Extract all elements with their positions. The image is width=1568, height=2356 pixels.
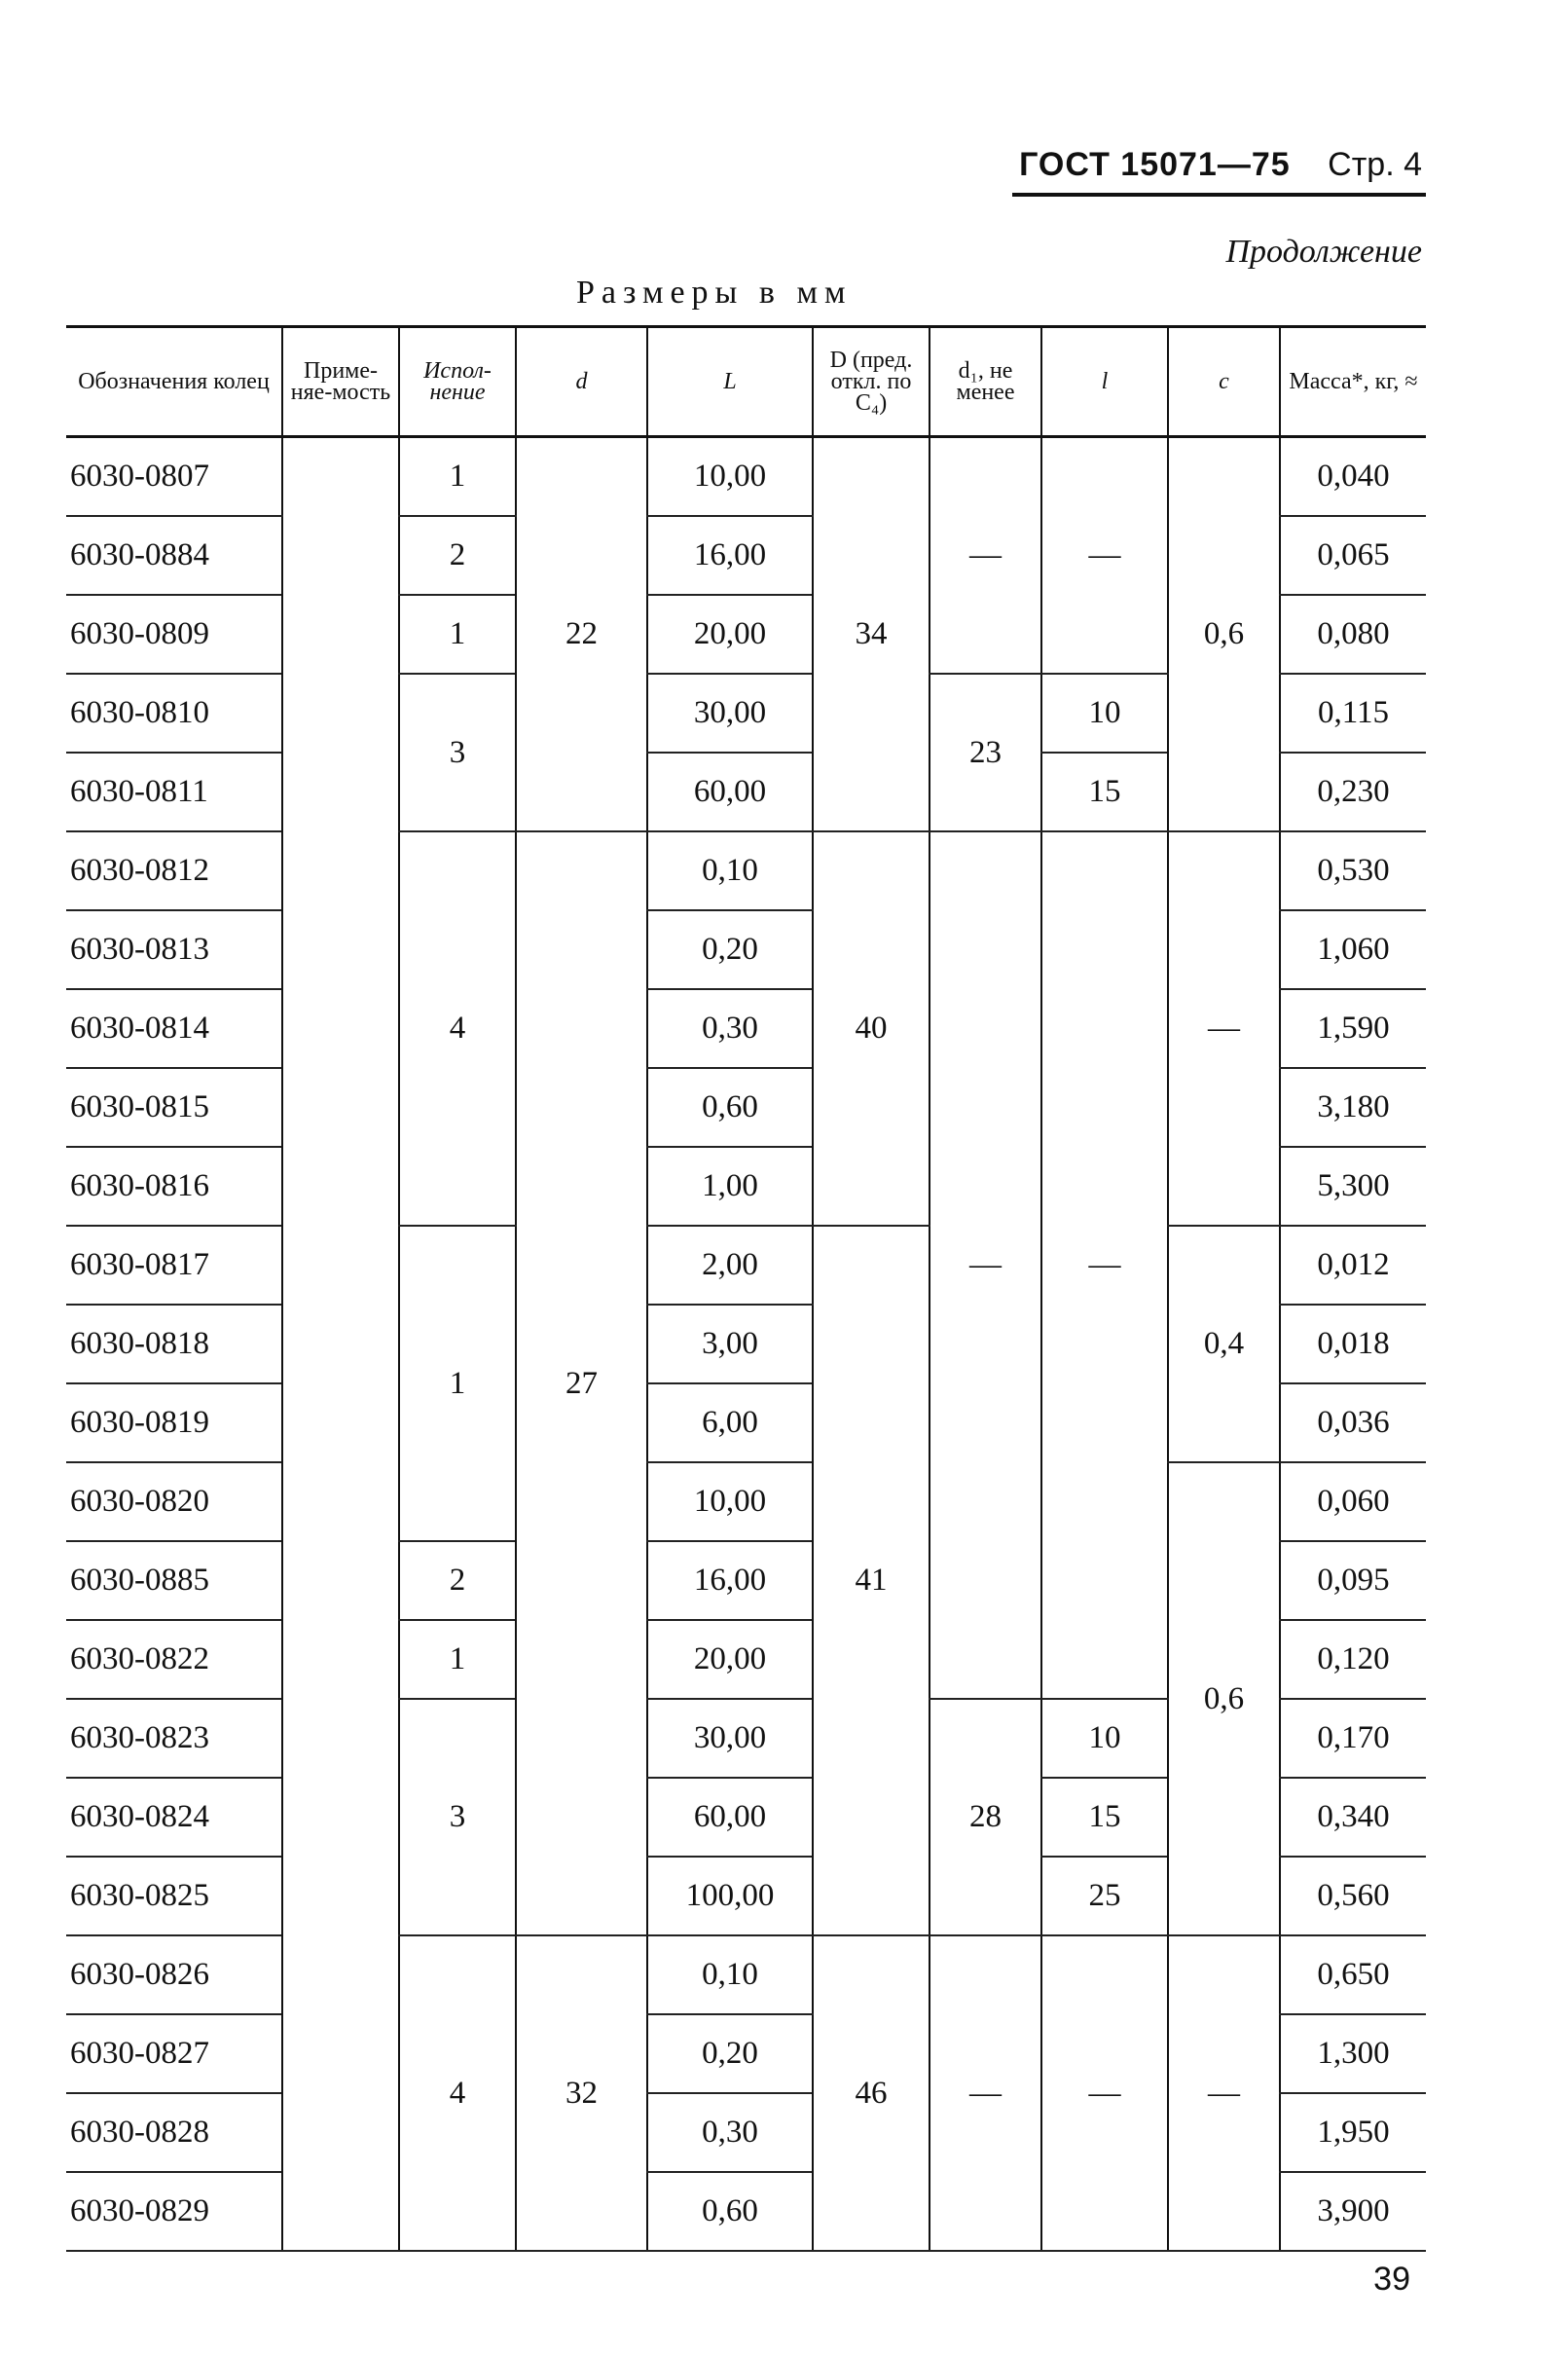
dimensions-table — [66, 325, 1426, 2252]
c-cell: — — [1168, 1935, 1280, 2251]
standard-number: ГОСТ 15071—75 — [1019, 146, 1291, 183]
col-designation: Обозначения колец — [66, 327, 282, 437]
designation-cell: 6030-0811 — [66, 753, 282, 831]
table-row — [66, 437, 1426, 517]
L-cell: 2,00 — [647, 1226, 813, 1305]
mass-cell: 0,650 — [1280, 1935, 1426, 2014]
designation-cell: 6030-0829 — [66, 2172, 282, 2251]
L-cell: 0,60 — [647, 2172, 813, 2251]
table-header-row — [66, 327, 1426, 437]
col-D: D (пред. откл. по C₄) — [813, 327, 930, 437]
designation-cell: 6030-0819 — [66, 1383, 282, 1462]
d1-cell: 28 — [930, 1699, 1041, 1935]
mass-cell: 0,170 — [1280, 1699, 1426, 1778]
designation-cell: 6030-0809 — [66, 595, 282, 674]
mass-cell: 0,340 — [1280, 1778, 1426, 1857]
L-cell: 0,10 — [647, 831, 813, 910]
designation-cell: 6030-0812 — [66, 831, 282, 910]
mass-cell: 0,060 — [1280, 1462, 1426, 1541]
D-cell: 34 — [813, 437, 930, 832]
mass-cell: 0,115 — [1280, 674, 1426, 753]
designation-cell: 6030-0814 — [66, 989, 282, 1068]
continuation-label: Продолжение — [1225, 234, 1422, 270]
version-cell: 4 — [399, 831, 516, 1226]
version-cell: 1 — [399, 1226, 516, 1541]
L-cell: 16,00 — [647, 1541, 813, 1620]
L-cell: 0,20 — [647, 910, 813, 989]
mass-cell: 0,560 — [1280, 1857, 1426, 1935]
l-cell: 10 — [1041, 674, 1168, 753]
version-cell: 1 — [399, 1620, 516, 1699]
designation-cell: 6030-0824 — [66, 1778, 282, 1857]
L-cell: 1,00 — [647, 1147, 813, 1226]
col-applicability: Приме-няе-мость — [282, 327, 399, 437]
table-row — [66, 1935, 1426, 2014]
designation-cell: 6030-0807 — [66, 437, 282, 517]
col-mass: Масса*, кг, ≈ — [1280, 327, 1426, 437]
mass-cell: 1,300 — [1280, 2014, 1426, 2093]
d-cell: 27 — [516, 831, 647, 1935]
designation-cell: 6030-0826 — [66, 1935, 282, 2014]
page-header — [1019, 146, 1422, 184]
table-row — [66, 831, 1426, 910]
L-cell: 10,00 — [647, 1462, 813, 1541]
col-d: d — [516, 327, 647, 437]
mass-cell: 1,060 — [1280, 910, 1426, 989]
version-cell: 2 — [399, 516, 516, 595]
page-number: 39 — [1373, 2261, 1410, 2298]
designation-cell: 6030-0823 — [66, 1699, 282, 1778]
page-label: Стр. 4 — [1328, 146, 1422, 183]
l-cell: 15 — [1041, 753, 1168, 831]
l-cell: 10 — [1041, 1699, 1168, 1778]
col-c: c — [1168, 327, 1280, 437]
designation-cell: 6030-0818 — [66, 1305, 282, 1383]
mass-cell: 0,095 — [1280, 1541, 1426, 1620]
mass-cell: 3,900 — [1280, 2172, 1426, 2251]
c-cell: 0,6 — [1168, 1462, 1280, 1935]
l-cell: — — [1041, 831, 1168, 1699]
D-cell: 46 — [813, 1935, 930, 2251]
L-cell: 0,30 — [647, 2093, 813, 2172]
d1-cell: 23 — [930, 674, 1041, 831]
mass-cell: 0,040 — [1280, 437, 1426, 517]
version-cell: 2 — [399, 1541, 516, 1620]
L-cell: 3,00 — [647, 1305, 813, 1383]
units-caption: Размеры в мм — [576, 275, 853, 311]
header-rule — [1012, 193, 1426, 197]
version-cell: 1 — [399, 595, 516, 674]
l-cell: — — [1041, 1935, 1168, 2251]
l-cell: 15 — [1041, 1778, 1168, 1857]
mass-cell: 5,300 — [1280, 1147, 1426, 1226]
table-row — [66, 1462, 1426, 1541]
D-cell: 41 — [813, 1226, 930, 1935]
col-l: l — [1041, 327, 1168, 437]
d1-cell: — — [930, 831, 1041, 1699]
L-cell: 16,00 — [647, 516, 813, 595]
mass-cell: 0,530 — [1280, 831, 1426, 910]
version-cell: 3 — [399, 1699, 516, 1935]
mass-cell: 0,012 — [1280, 1226, 1426, 1305]
L-cell: 100,00 — [647, 1857, 813, 1935]
L-cell: 30,00 — [647, 674, 813, 753]
designation-cell: 6030-0816 — [66, 1147, 282, 1226]
d1-cell: — — [930, 437, 1041, 675]
designation-cell: 6030-0810 — [66, 674, 282, 753]
col-version: Испол-нение — [399, 327, 516, 437]
designation-cell: 6030-0827 — [66, 2014, 282, 2093]
L-cell: 20,00 — [647, 595, 813, 674]
version-cell: 3 — [399, 674, 516, 831]
c-cell: — — [1168, 831, 1280, 1226]
mass-cell: 0,018 — [1280, 1305, 1426, 1383]
designation-cell: 6030-0820 — [66, 1462, 282, 1541]
applicability-cell — [282, 437, 399, 2252]
L-cell: 20,00 — [647, 1620, 813, 1699]
L-cell: 6,00 — [647, 1383, 813, 1462]
L-cell: 0,30 — [647, 989, 813, 1068]
L-cell: 60,00 — [647, 753, 813, 831]
L-cell: 0,20 — [647, 2014, 813, 2093]
col-d1: d₁, не менее — [930, 327, 1041, 437]
designation-cell: 6030-0825 — [66, 1857, 282, 1935]
c-cell: 0,4 — [1168, 1226, 1280, 1462]
L-cell: 0,60 — [647, 1068, 813, 1147]
mass-cell: 0,036 — [1280, 1383, 1426, 1462]
designation-cell: 6030-0884 — [66, 516, 282, 595]
designation-cell: 6030-0828 — [66, 2093, 282, 2172]
mass-cell: 1,590 — [1280, 989, 1426, 1068]
L-cell: 30,00 — [647, 1699, 813, 1778]
L-cell: 60,00 — [647, 1778, 813, 1857]
l-cell: 25 — [1041, 1857, 1168, 1935]
d1-cell: — — [930, 1935, 1041, 2251]
version-cell: 4 — [399, 1935, 516, 2251]
D-cell: 40 — [813, 831, 930, 1226]
d-cell: 32 — [516, 1935, 647, 2251]
mass-cell: 0,080 — [1280, 595, 1426, 674]
mass-cell: 1,950 — [1280, 2093, 1426, 2172]
L-cell: 0,10 — [647, 1935, 813, 2014]
mass-cell: 0,120 — [1280, 1620, 1426, 1699]
version-cell: 1 — [399, 437, 516, 517]
L-cell: 10,00 — [647, 437, 813, 517]
c-cell: 0,6 — [1168, 437, 1280, 832]
designation-cell: 6030-0822 — [66, 1620, 282, 1699]
mass-cell: 0,230 — [1280, 753, 1426, 831]
mass-cell: 0,065 — [1280, 516, 1426, 595]
col-L: L — [647, 327, 813, 437]
designation-cell: 6030-0885 — [66, 1541, 282, 1620]
table-row — [66, 1226, 1426, 1305]
l-cell: — — [1041, 437, 1168, 675]
mass-cell: 3,180 — [1280, 1068, 1426, 1147]
designation-cell: 6030-0813 — [66, 910, 282, 989]
designation-cell: 6030-0817 — [66, 1226, 282, 1305]
d-cell: 22 — [516, 437, 647, 832]
designation-cell: 6030-0815 — [66, 1068, 282, 1147]
